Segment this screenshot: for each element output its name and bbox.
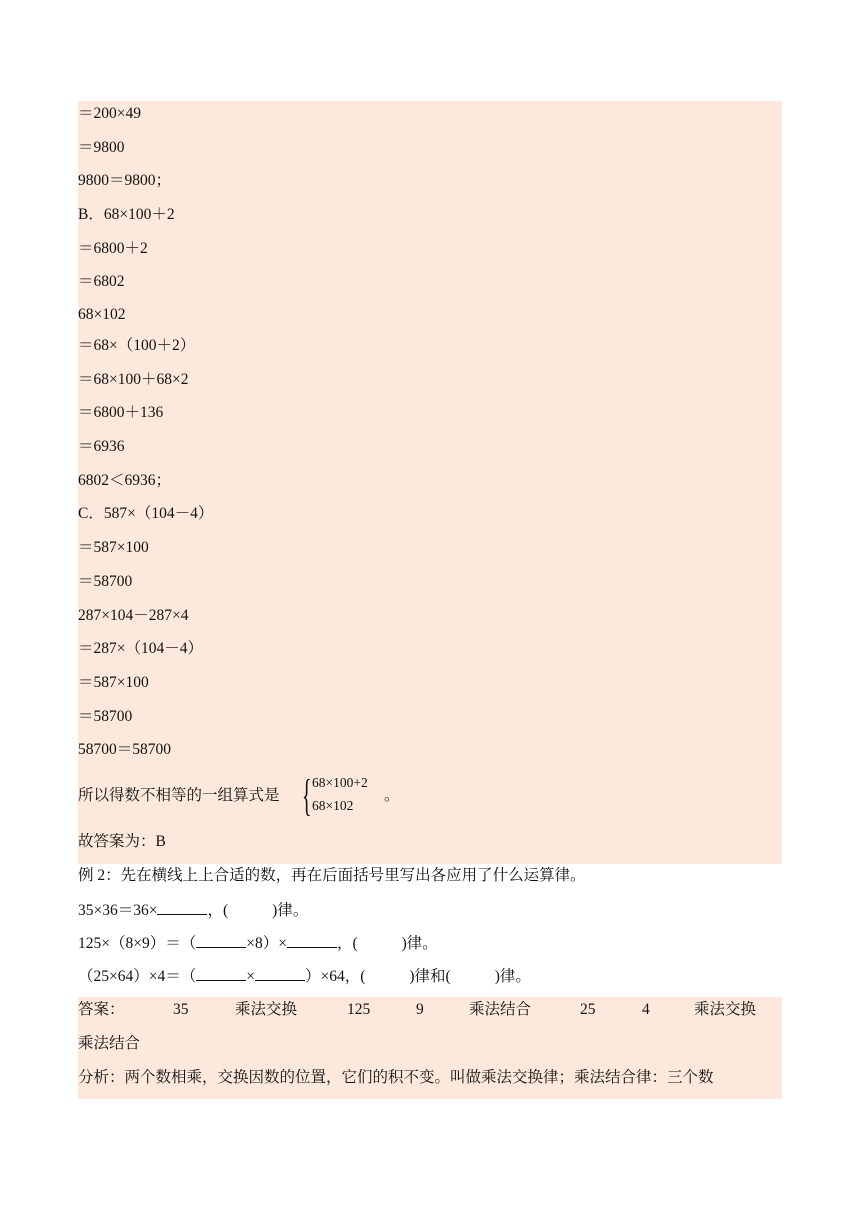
- answer-item: 125: [347, 1001, 371, 1018]
- question-1: [78, 900, 308, 920]
- brace-bottom-expression: 68×102: [312, 798, 354, 813]
- step-line: 68×102: [78, 306, 126, 323]
- answer-wrap: 乘法结合: [78, 1035, 141, 1052]
- conclusion-suffix: 。: [384, 787, 400, 804]
- q1-text-a: 35×36＝36×: [78, 902, 158, 919]
- answer-item: 乘法交换: [694, 1001, 757, 1018]
- step-line: ＝587×100: [78, 539, 149, 556]
- answer-item: 35: [173, 1001, 189, 1018]
- brace-symbol: {: [302, 771, 312, 820]
- brace-top-expression: 68×100+2: [312, 775, 368, 790]
- q3-text-d: )律和(: [409, 968, 451, 985]
- q1-blank[interactable]: [157, 900, 207, 915]
- q3-text-a: （25×64）×4＝（: [78, 968, 197, 985]
- answer-line: 故答案为：B: [78, 833, 166, 850]
- answer-item: 9: [416, 1001, 424, 1018]
- step-line: B．68×100＋2: [78, 206, 175, 223]
- q3-blank-1[interactable]: [196, 966, 246, 981]
- conclusion-prefix: 所以得数不相等的一组算式是: [78, 787, 280, 804]
- q1-text-c: )律。: [272, 902, 309, 919]
- step-line: ＝200×49: [78, 105, 141, 122]
- step-line: ＝9800: [78, 139, 125, 156]
- q2-text-d: )律。: [401, 935, 438, 952]
- q2-blank-1[interactable]: [196, 933, 246, 948]
- q3-blank-2[interactable]: [255, 966, 305, 981]
- q2-text-c: ，(: [336, 935, 358, 952]
- q3-text-c: ）×64，(: [304, 968, 366, 985]
- answer-item: 乘法交换: [235, 1001, 298, 1018]
- q2-text-b: ×8）×: [246, 935, 287, 952]
- q3-text-e: )律。: [494, 968, 531, 985]
- q2-text-a: 125×（8×9）＝（: [78, 935, 197, 952]
- step-line: 287×104－287×4: [78, 607, 189, 624]
- solution-shade: [78, 101, 782, 864]
- step-line: ＝58700: [78, 573, 133, 590]
- step-line: ＝6802: [78, 273, 125, 290]
- step-line: ＝6936: [78, 438, 125, 455]
- step-line: ＝6800＋136: [78, 404, 164, 421]
- answer-label: 答案：: [78, 1001, 125, 1018]
- example-title: 例 2：先在横线上上合适的数，再在后面括号里写出各应用了什么运算律。: [78, 867, 586, 884]
- question-3: [78, 966, 531, 986]
- step-line: ＝58700: [78, 708, 133, 725]
- answer-item: 乘法结合: [469, 1001, 532, 1018]
- step-line: 58700＝58700: [78, 741, 172, 758]
- answer-item: 25: [580, 1001, 596, 1018]
- step-line: ＝68×100＋68×2: [78, 371, 189, 388]
- step-line: 9800＝9800；: [78, 172, 172, 189]
- answer-row: [78, 1000, 782, 1020]
- analysis-line: 分析：两个数相乘，交换因数的位置，它们的积不变。叫做乘法交换律；乘法结合律：三个数: [78, 1069, 714, 1086]
- step-line: C．587×（104－4）: [78, 505, 214, 522]
- q3-text-b: ×: [246, 968, 255, 985]
- step-line: ＝587×100: [78, 674, 149, 691]
- step-line: ＝287×（104－4）: [78, 640, 203, 657]
- step-line: ＝68×（100＋2）: [78, 337, 196, 354]
- step-line: 6802＜6936；: [78, 472, 172, 489]
- question-2: [78, 933, 438, 953]
- q1-text-b: ，(: [207, 902, 229, 919]
- q2-blank-2[interactable]: [287, 933, 337, 948]
- answer-item: 4: [642, 1001, 650, 1018]
- step-line: ＝6800＋2: [78, 240, 148, 257]
